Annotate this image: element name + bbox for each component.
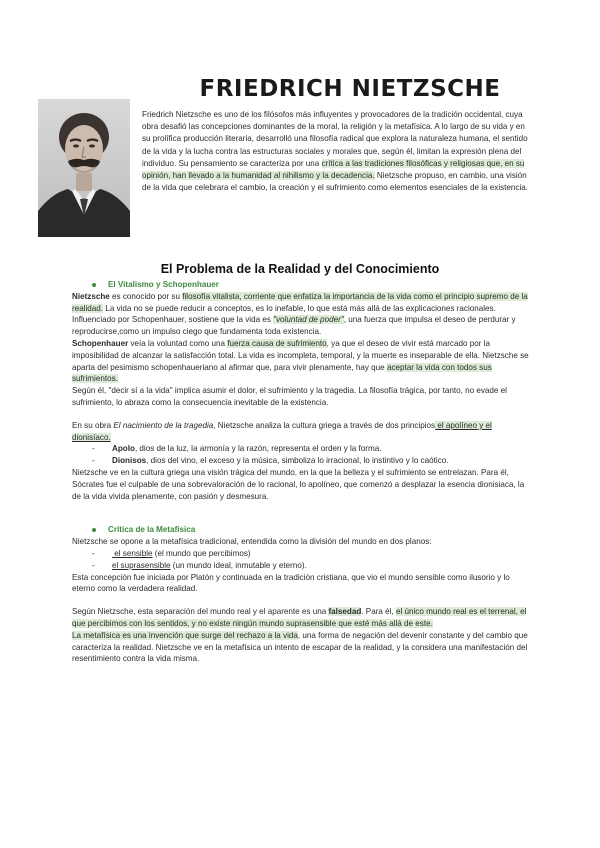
- falsedad-highlight: el único mundo real es el terrenal, el que percibimos con los sentidos, y no existe ningún mundo suprasensible que esté más allá de este.: [72, 607, 527, 628]
- dionisos-item: [72, 455, 532, 467]
- socrates-paragraph: Nietzsche ve en la cultura griega una visión trágica del mundo, en la que la belleza y el sufrimiento se entrelazan. Para él, Sócrates fue el culpable de una sobrevaloración de lo racional, lo apolíneo, que comenzó a desplazar la esencia dionisiaca, la de la vida vivida plenamente, con pasión y desmesura.: [72, 467, 525, 501]
- metafisica-heading-text: Crítica de la Metafísica: [108, 525, 196, 535]
- intro-text-2: Nietzsche propuso, en cambio, una visión de la vida que celebrara el cambio, la creación y el sufrimiento como elementos esenciales de la existencia.: [142, 171, 529, 193]
- bullet-icon: [92, 528, 96, 532]
- falsedad-text-1: Según Nietzsche, esta separación del mundo real y el aparente es una: [72, 607, 329, 617]
- schopenhauer-text-2: , ya que el deseo de vivir está marcado por la imposibilidad de alcanzar la satisfacción total. La vida es incompleta, temporal, y la muerte es inseparable de ella. Nietzsche se aparta del pesimismo schopenhaueriano al afirmar que, para vivir plenamente, hay que: [72, 338, 529, 372]
- vitalismo-heading-text: El Vitalismo y Schopenhauer: [108, 280, 219, 289]
- metafisica-intro: Nietzsche se opone a la metafísica tradicional, entendida como la división del mundo en dos planos:: [72, 537, 432, 547]
- dionisos-name: Dionisos: [112, 456, 147, 466]
- schopenhauer-name: Schopenhauer: [72, 338, 129, 348]
- nietzsche-text-3: , una fuerza que impulsa el deseo de perdurar y reproducirse,como un impulso ciego que fundamenta toda existencia.: [72, 315, 516, 337]
- nietzsche-paragraph: [72, 291, 532, 338]
- tragedia-paragraph: [72, 420, 532, 444]
- invencion-text: , una forma de negación del devenir constante y del cambio que caracteriza la realidad. Nietzsche ve en la metafísica un intento de escapar de la realidad, y la considera una manifestación del resentimiento contra la vida misma.: [72, 630, 528, 664]
- platon-paragraph: Esta concepción fue iniciada por Platón y continuada en la tradición cristiana, que vio el mundo sensible como ilusorio y lo eterno como la verdadera realidad.: [72, 572, 510, 594]
- schopenhauer-highlight-1: fuerza causa de sufrimiento: [227, 338, 327, 348]
- tragedia-highlight: el apolíneo y el dionisíaco.: [72, 420, 492, 442]
- dash-marker: -: [92, 548, 95, 558]
- suprasensible-item: [72, 560, 532, 572]
- suprasensible-term: el suprasensible: [112, 560, 171, 570]
- apolo-text: , dios de la luz, la armonía y la razón, representa el orden y la forma.: [134, 444, 382, 454]
- intro-text-1: Friedrich Nietzsche es uno de los filósofos más influyentes y provocadores de la tradición occidental, cuya obra desafió las concepciones dominantes de la moral, la religión y la metafísica. A lo largo de su vida y en su prolífica producción literaria, desarrolló una filosofía radical que explora la naturaleza humana, el sentido de la vida y la lucha contra las estructuras sociales y morales que, según él, limitan la expresión plena del individuo. Su pensamiento se caracteriza por una: [142, 110, 528, 168]
- dash-marker: -: [92, 456, 95, 466]
- section-title: El Problema de la Realidad y del Conocimiento: [160, 262, 440, 276]
- vitalismo-heading: [72, 279, 532, 291]
- schopenhauer-highlight-2: aceptar la vida con todos sus sufrimientos.: [72, 362, 492, 384]
- tragedia-text-2: , Nietzsche analiza la cultura griega a través de dos principios: [213, 420, 436, 430]
- nietzsche-highlight-1: filosofía vitalista, corriente que enfatiza la importancia de la vida como el principio supremo de la realidad.: [72, 291, 528, 313]
- falsedad-text-2: . Para él,: [361, 607, 396, 617]
- vitalismo-section: [72, 279, 532, 665]
- tragedia-book-title: El nacimiento de la tragedia: [113, 420, 214, 430]
- tragic-paragraph: Según él, "decir sí a la vida" implica asumir el dolor, el sufrimiento y la tragedia. La filosofía trágica, por tanto, no evade el sufrimiento, lo abraza como la consecuencia inevitable de la existencia.: [72, 386, 507, 407]
- intro-paragraph: [142, 109, 530, 194]
- bullet-icon: [92, 283, 96, 287]
- nietzsche-highlight-2: "voluntad de poder": [273, 315, 344, 325]
- dionisos-text: , dios del vino, el exceso y la música, simboliza lo irracional, lo instintivo y lo caótico.: [146, 456, 449, 466]
- sensible-term: el sensible: [112, 548, 153, 558]
- metafisica-heading: [72, 524, 532, 536]
- document-title: FRIEDRICH NIETZSCHE: [199, 76, 501, 102]
- tragedia-text-1: En su obra: [72, 420, 114, 430]
- falsedad-term: falsedad: [328, 607, 362, 617]
- nietzsche-text-1: es conocido por su: [109, 291, 183, 301]
- invencion-highlight: La metafísica es una invención que surge del rechazo a la vida: [72, 630, 298, 640]
- apolo-name: Apolo: [112, 444, 135, 454]
- schopenhauer-paragraph: [72, 338, 532, 385]
- dash-marker: -: [92, 560, 95, 570]
- intro-highlight: crítica a las tradiciones filosóficas y religiosas que, en su opinión, han llevado a la humanidad al nihilismo y la decadencia.: [142, 158, 525, 181]
- apolo-item: [72, 443, 532, 455]
- nietzsche-portrait: [38, 99, 130, 237]
- suprasensible-text: (un mundo ideal, inmutable y eterno).: [170, 560, 307, 570]
- schopenhauer-text-1: veía la voluntad como una: [128, 338, 228, 348]
- nietzsche-text-2: La vida no se puede reducir a conceptos, es lo inefable, lo que está más allá de las explicaciones racionales. Influenciado por Schopenhauer, sostiene que la vida es: [72, 303, 496, 325]
- dash-marker: -: [92, 444, 95, 454]
- sensible-text: (el mundo que percibimos): [152, 548, 251, 558]
- invencion-paragraph: [72, 630, 532, 665]
- falsedad-paragraph: [72, 606, 532, 630]
- nietzsche-name: Nietzsche: [72, 291, 110, 301]
- sensible-item: [72, 548, 532, 560]
